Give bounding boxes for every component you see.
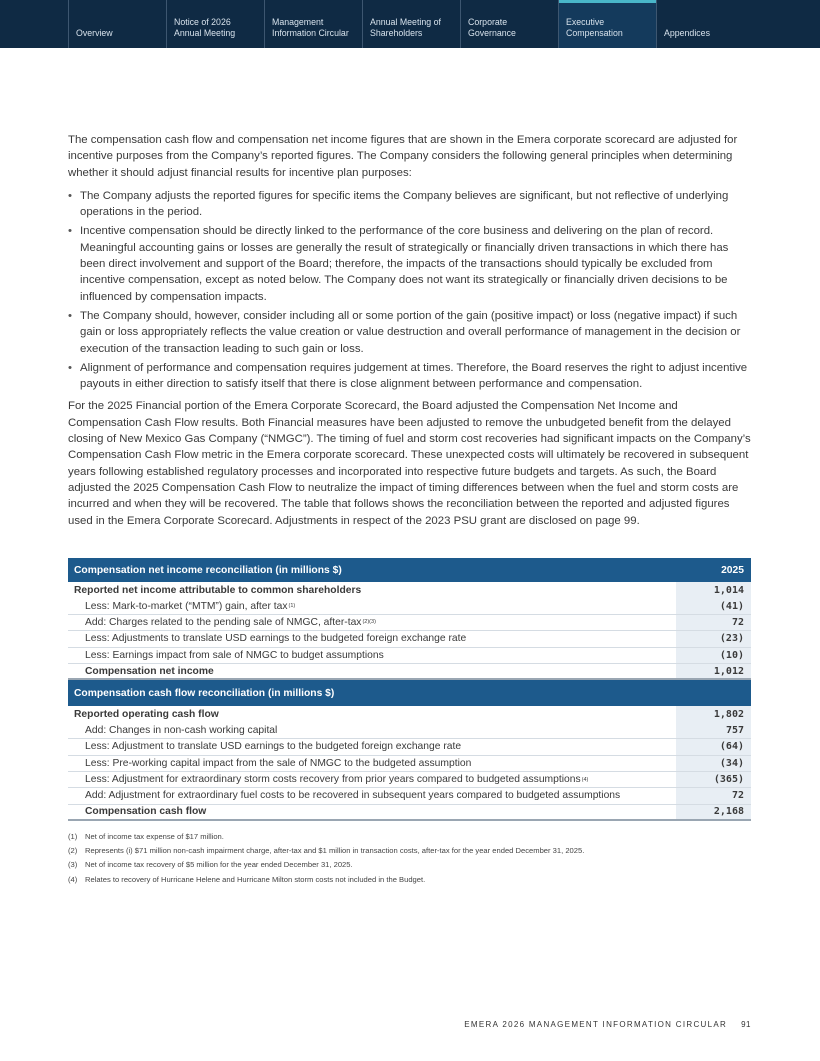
row-label bbox=[68, 631, 676, 647]
table-row bbox=[68, 582, 751, 598]
principles-list bbox=[68, 188, 753, 393]
reconciliation-table bbox=[68, 558, 751, 821]
row-label bbox=[68, 615, 676, 631]
row-value: (34) bbox=[676, 756, 751, 772]
tab-appendices[interactable] bbox=[656, 0, 754, 48]
closing-paragraph: For the 2025 Financial portion of the Emera Corporate Scorecard, the Board adjusted the Compensation Net Income and Compensation Cash Flow results. Both Financial measures have been adjusted to remove the unbudgeted benefit from the delayed closing of New Mexico Gas Company (“NMGC”). The timing of fuel and storm cost recoveries had significant impacts on the Company’s Compensation Cash Flow metric in the Emera corporate scorecard. These unexpected costs will ultimately be recovered in subsequent years following established regulatory processes and incorporated into respective future budgets and targets. As such, the Board adjusted the 2025 Compensation Cash Flow to neutralize the impact of timing differences between when the fuel and storm costs are incurred and when they will be recovered. The table that follows shows the reconciliation between the reported and adjusted figures used in the Emera Corporate Scorecard. Adjustments in respect of the 2023 PSU grant are disclosed on page 99. bbox=[68, 400, 751, 527]
footnote-reference: (1) bbox=[288, 603, 296, 610]
row-value: 1,802 bbox=[676, 706, 751, 722]
table-row bbox=[68, 598, 751, 614]
footnote-text: Net of income tax recovery of $5 million for the year ended December 31, 2025. bbox=[85, 860, 353, 870]
tab-label: Corporate Governance bbox=[468, 17, 516, 38]
tab-label: Appendices bbox=[664, 28, 710, 38]
row-label bbox=[68, 756, 676, 772]
row-label bbox=[68, 598, 676, 614]
row-label-text: Add: Charges related to the pending sale of NMGC, after-tax bbox=[85, 616, 362, 628]
footnote-text: Represents (i) $71 million non-cash impairment charge, after-tax and $1 million in transaction costs, after-tax for the year ended December 31, 2025. bbox=[85, 846, 585, 856]
row-value: (10) bbox=[676, 648, 751, 664]
tab-label: Notice of 2026 Annual Meeting bbox=[174, 17, 236, 38]
row-value: 72 bbox=[676, 615, 751, 631]
footnote bbox=[68, 844, 768, 858]
cash-flow-table-header bbox=[68, 680, 751, 706]
table-total-row bbox=[68, 664, 751, 680]
row-label-text: Compensation net income bbox=[85, 665, 214, 677]
row-label bbox=[68, 805, 676, 821]
table-row bbox=[68, 615, 751, 631]
row-value: 1,014 bbox=[676, 582, 751, 598]
net-income-table-header bbox=[68, 558, 751, 582]
row-label bbox=[68, 664, 676, 680]
row-label bbox=[68, 648, 676, 664]
row-value: (41) bbox=[676, 598, 751, 614]
footnote bbox=[68, 830, 768, 844]
cash-flow-table-title: Compensation cash flow reconciliation (in millions $) bbox=[74, 687, 335, 699]
footnote-number: (3) bbox=[68, 860, 78, 870]
list-item: • The Company should, however, consider including all or some portion of the gain (positive impact) or loss (negative impact) if such gain or loss appropriately reflects the value creation or value destruction and overall performance of management in the decision or execution of the transaction leading to such gain or loss. bbox=[68, 308, 753, 357]
cash-flow-rows bbox=[68, 706, 751, 821]
row-value: 2,168 bbox=[676, 805, 751, 821]
intro-paragraph: The compensation cash flow and compensation net income figures that are shown in the Emera corporate scorecard are adjusted for incentive purposes from the Company’s reported figures. The Company considers the following general principles when determining whether it should adjust financial results for incentive plan purposes: bbox=[68, 134, 738, 179]
row-value: 757 bbox=[676, 723, 751, 739]
tab-executive-compensation[interactable] bbox=[558, 0, 656, 48]
top-navigation bbox=[0, 0, 820, 48]
footnote-text: Relates to recovery of Hurricane Helene and Hurricane Milton storm costs not included in the Budget. bbox=[85, 874, 426, 884]
list-item: • The Company adjusts the reported figures for specific items the Company believes are significant, but not reflective of underlying operations in the period. bbox=[68, 188, 753, 221]
tab-label: Annual Meeting of Shareholders bbox=[370, 17, 441, 38]
row-label-text: Less: Adjustments to translate USD earnings to the budgeted foreign exchange rate bbox=[85, 633, 467, 645]
list-item: • Incentive compensation should be directly linked to the performance of the core business and delivering on the plan of record. Meaningful accounting gains or losses are generally the result of strategically or financially driven transactions in which there has been direct involvement and support of the Board; therefore, the impacts of the transactions should typically be excluded from incentive compensation, except as noted below. The Company does not want its strategically or financially driven decisions to be influenced by compensation impacts. bbox=[68, 223, 753, 304]
table-total-row bbox=[68, 805, 751, 821]
footnote-number: (4) bbox=[68, 874, 78, 884]
tab-annual-meeting-of-shareholders[interactable] bbox=[362, 0, 460, 48]
row-label-text: Less: Mark-to-market (“MTM”) gain, after tax bbox=[85, 600, 288, 612]
table-row bbox=[68, 631, 751, 647]
tab-label: Executive Compensation bbox=[566, 17, 623, 38]
row-label bbox=[68, 739, 676, 755]
row-label-text: Reported operating cash flow bbox=[74, 709, 219, 721]
table-row bbox=[68, 739, 751, 755]
row-value: (23) bbox=[676, 631, 751, 647]
tab-corporate-governance[interactable] bbox=[460, 0, 558, 48]
table-row bbox=[68, 648, 751, 664]
row-label-text: Add: Adjustment for extraordinary fuel costs to be recovered in subsequent years compared to budgeted assumptions bbox=[85, 790, 621, 802]
row-label bbox=[68, 582, 676, 598]
year-column-header: 2025 bbox=[721, 564, 744, 576]
table-row bbox=[68, 772, 751, 788]
footnote-number: (2) bbox=[68, 846, 78, 856]
net-income-rows bbox=[68, 582, 751, 680]
row-label-text: Add: Changes in non-cash working capital bbox=[85, 724, 278, 736]
row-value: 72 bbox=[676, 788, 751, 804]
row-label bbox=[68, 788, 676, 804]
row-label-text: Less: Adjustment to translate USD earnings to the budgeted foreign exchange rate bbox=[85, 741, 462, 753]
tab-management-information-circular[interactable] bbox=[264, 0, 362, 48]
row-value: (64) bbox=[676, 739, 751, 755]
row-label-text: Compensation cash flow bbox=[85, 806, 207, 818]
row-label-text: Less: Pre-working capital impact from the sale of NMGC to the budgeted assumption bbox=[85, 757, 472, 769]
row-label-text: Less: Earnings impact from sale of NMGC to budget assumptions bbox=[85, 649, 384, 661]
row-label bbox=[68, 723, 676, 739]
footnote-text: Net of income tax expense of $17 million. bbox=[85, 832, 224, 841]
row-value: 1,012 bbox=[676, 664, 751, 680]
footer-title: EMERA 2026 MANAGEMENT INFORMATION CIRCULAR bbox=[464, 1020, 728, 1029]
list-item: • Alignment of performance and compensation requires judgement at times. Therefore, the Board reserves the right to adjust incentive payouts in either direction to satisfy itself that there is close alignment between performance and compensation. bbox=[68, 360, 753, 393]
tab-notice-of-annual-meeting[interactable] bbox=[166, 0, 264, 48]
tab-overview[interactable] bbox=[68, 0, 166, 48]
page-footer bbox=[464, 1020, 751, 1029]
footnote-number: (1) bbox=[68, 832, 78, 841]
footnote bbox=[68, 873, 768, 887]
table-row bbox=[68, 706, 751, 722]
row-label bbox=[68, 706, 676, 722]
body-text bbox=[68, 132, 753, 536]
tab-label: Overview bbox=[76, 28, 113, 38]
net-income-table-title: Compensation net income reconciliation (in millions $) bbox=[74, 564, 342, 576]
row-label-text: Less: Adjustment for extraordinary storm costs recovery from prior years compared to budgeted assumptions bbox=[85, 774, 581, 786]
row-value: (365) bbox=[676, 772, 751, 788]
page-number: 91 bbox=[741, 1020, 751, 1029]
footnote bbox=[68, 858, 768, 872]
footnote-reference: (4) bbox=[581, 776, 589, 783]
tab-label: Management Information Circular bbox=[272, 17, 349, 38]
table-row bbox=[68, 788, 751, 804]
row-label-text: Reported net income attributable to common shareholders bbox=[74, 584, 362, 596]
table-row bbox=[68, 723, 751, 739]
table-row bbox=[68, 756, 751, 772]
footnotes bbox=[68, 830, 768, 887]
footnote-reference: (2)(3) bbox=[362, 619, 376, 626]
row-label bbox=[68, 772, 676, 788]
